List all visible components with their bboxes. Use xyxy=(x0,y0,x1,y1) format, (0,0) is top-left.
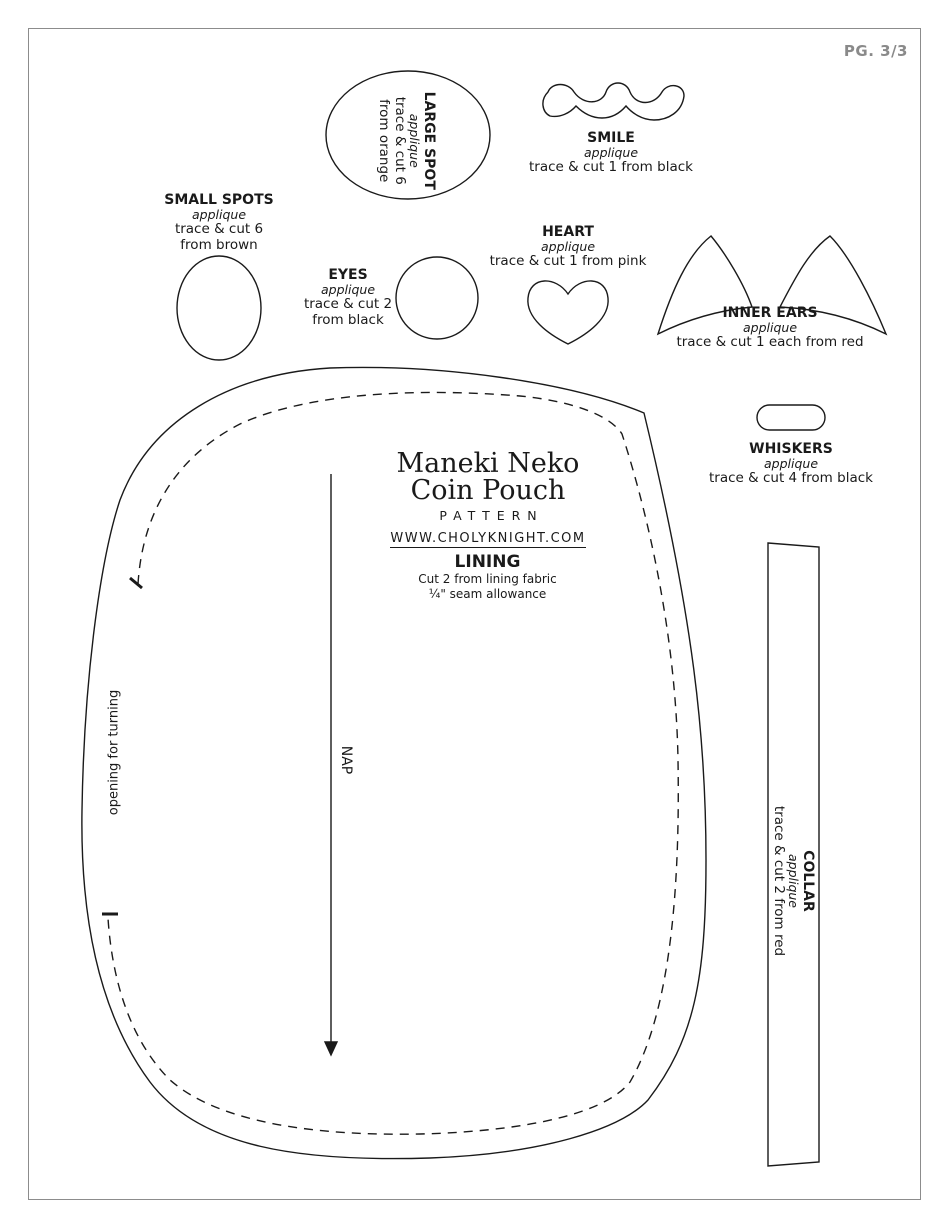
pattern-subtitle: PATTERN xyxy=(439,508,544,523)
lining-seam-allowance: ¼" seam allowance xyxy=(428,586,547,601)
smile-label xyxy=(521,130,701,176)
page-number: PG. 3/3 xyxy=(843,42,908,60)
large-spot-line2: from orange xyxy=(375,99,392,183)
eye-shape xyxy=(396,257,478,339)
eyes-title: EYES xyxy=(328,267,368,283)
large-spot-type: applique xyxy=(406,113,422,168)
smile-title: SMILE xyxy=(587,130,635,146)
inner-ears-title: INNER EARS xyxy=(722,305,818,321)
inner-ears-type: applique xyxy=(742,320,798,336)
smile-type: applique xyxy=(583,145,639,161)
lining-title: LINING xyxy=(454,552,521,572)
pattern-title-line2: Coin Pouch xyxy=(410,475,566,506)
large-spot-label xyxy=(375,81,437,201)
whiskers-type: applique xyxy=(763,456,819,472)
smile-line1: trace & cut 1 from black xyxy=(529,159,693,176)
large-spot-title: LARGE SPOT xyxy=(420,91,437,190)
inner-ears-label xyxy=(670,305,870,351)
small-spots-line2: from brown xyxy=(180,236,258,253)
collar-type: applique xyxy=(785,853,801,909)
pattern-title-line1: Maneki Neko xyxy=(396,448,580,479)
inner-ears-line1: trace & cut 1 each from red xyxy=(676,334,864,351)
lining-instruction: Cut 2 from lining fabric xyxy=(418,572,557,587)
opening-mark-top xyxy=(130,578,142,588)
small-spots-line1: trace & cut 6 xyxy=(174,221,264,238)
collar-line1: trace & cut 2 from red xyxy=(770,805,787,957)
collar-title: COLLAR xyxy=(799,850,816,912)
nap-arrow-head xyxy=(325,1042,337,1055)
large-spot-line1: trace & cut 6 xyxy=(391,96,408,185)
heart-title: HEART xyxy=(542,224,594,240)
heart-label xyxy=(483,224,653,270)
eyes-type: applique xyxy=(320,282,376,298)
eyes-line2: from black xyxy=(312,311,384,328)
lining-label xyxy=(395,552,580,601)
heart-shape xyxy=(528,281,608,344)
small-spot-shape xyxy=(177,256,261,360)
opening-label: opening for turning xyxy=(106,689,122,816)
eyes-label xyxy=(298,267,398,329)
smile-shape xyxy=(543,83,684,120)
collar-label xyxy=(770,791,816,971)
whisker-shape xyxy=(757,405,825,430)
whiskers-title: WHISKERS xyxy=(749,441,833,457)
pattern-title-block xyxy=(380,450,596,548)
small-spots-type: applique xyxy=(191,207,247,223)
whiskers-line1: trace & cut 4 from black xyxy=(709,470,873,487)
small-spots-title: SMALL SPOTS xyxy=(164,192,274,208)
heart-type: applique xyxy=(540,239,596,255)
heart-line1: trace & cut 1 from pink xyxy=(489,253,647,270)
small-spots-label xyxy=(154,192,284,254)
nap-label: NAP xyxy=(338,745,354,775)
whiskers-label xyxy=(700,441,882,487)
eyes-line1: trace & cut 2 xyxy=(303,296,393,313)
website-link[interactable]: WWW.CHOLYKNIGHT.COM xyxy=(390,531,586,546)
